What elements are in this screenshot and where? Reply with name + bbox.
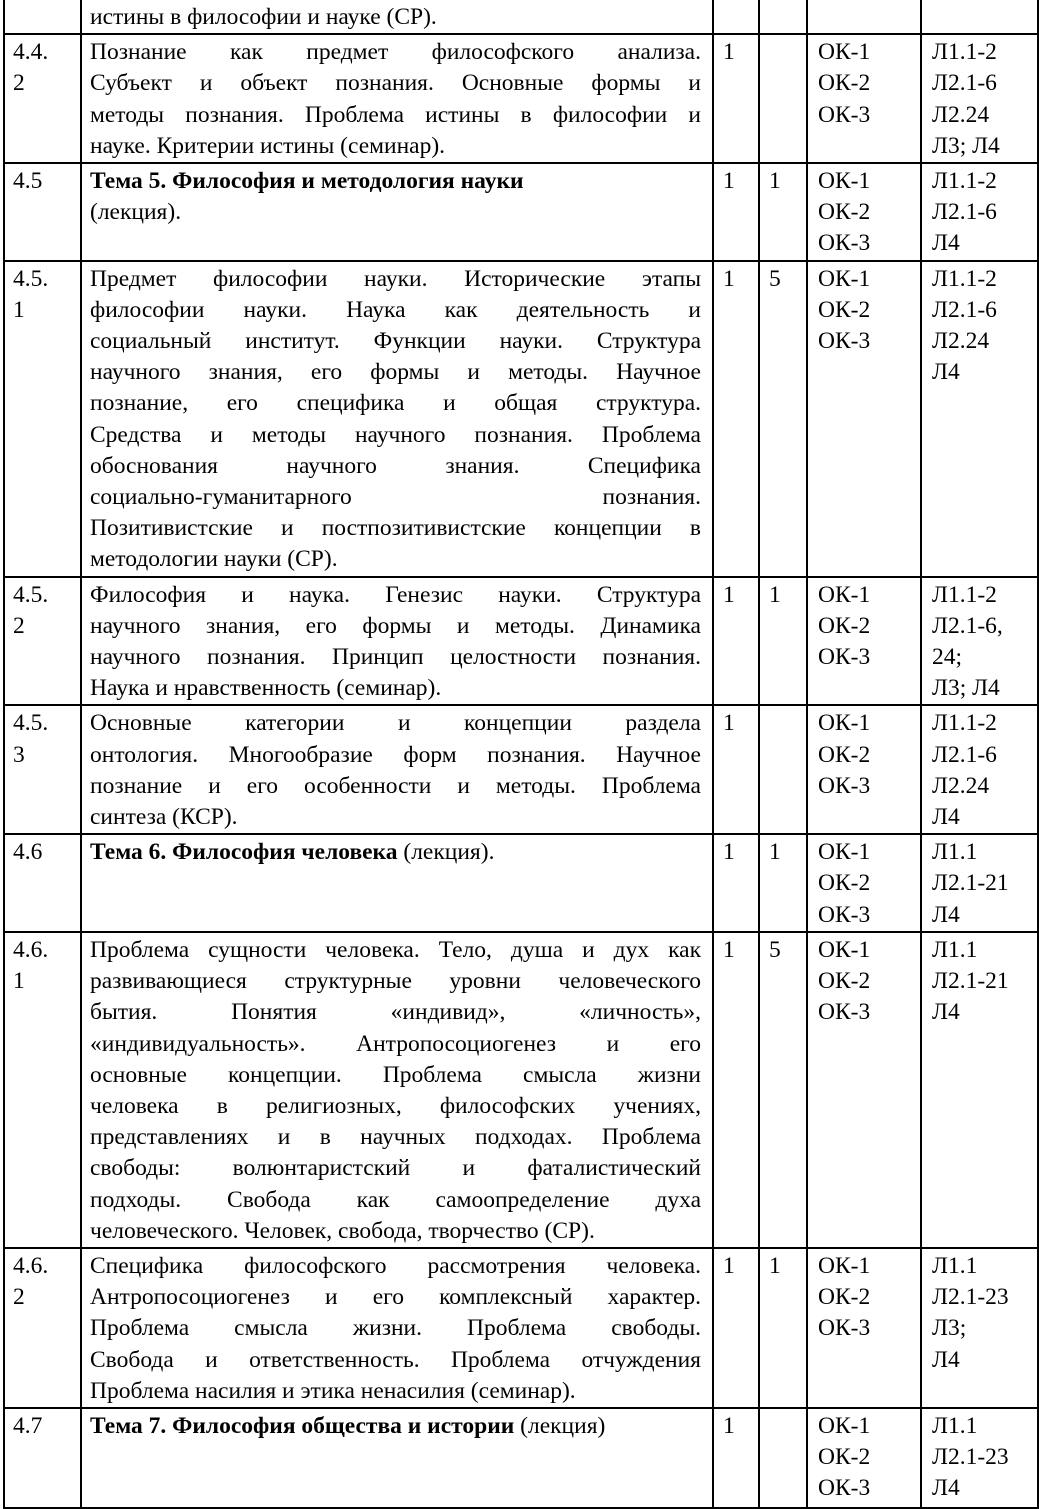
topic-text-line: социально-гуманитарного познания. [90, 484, 701, 511]
literature-ref: Л4 [932, 1475, 960, 1502]
literature-ref: Л2.24 [932, 772, 990, 799]
hours-cell: 1 [759, 577, 807, 706]
table-row [4, 834, 1038, 932]
section-number: 4.5. [13, 265, 49, 292]
topic-title-line [90, 1411, 701, 1442]
topic-text-line: Философия и наука. Генезис науки. Структура [90, 581, 701, 608]
competency-code: ОК-1 [818, 710, 871, 737]
competencies-cell [807, 0, 921, 34]
section-number-cell [4, 261, 81, 577]
section-number: 4.5. [13, 581, 49, 608]
literature-cell [921, 932, 1038, 1248]
literature-ref: 24; [932, 644, 963, 671]
hours-cell: 5 [759, 932, 807, 1248]
topic-cell [81, 577, 713, 706]
section-number: 1 [13, 296, 25, 323]
competencies-cell [807, 834, 921, 932]
topic-text-line: онтология. Многообразие форм познания. Научное [90, 741, 701, 768]
table-row [4, 34, 1038, 163]
literature-ref: Л1.1-2 [932, 581, 997, 608]
hours-cell [759, 34, 807, 163]
topic-text-line: социальный институт. Функции науки. Структура [90, 328, 701, 355]
literature-ref: Л4 [932, 1346, 960, 1373]
competencies-cell [807, 163, 921, 261]
topic-title: Тема 6. Философия человека [90, 839, 398, 866]
competencies-cell [807, 932, 921, 1248]
section-number: 2 [13, 1284, 25, 1311]
literature-ref: Л1.1-2 [932, 710, 997, 737]
curriculum-table [3, 0, 1039, 1509]
topic-text-line: Наука и нравственность (семинар). [90, 675, 442, 702]
literature-ref: Л2.1-23 [932, 1284, 1009, 1311]
semester-cell: 1 [713, 834, 759, 932]
literature-cell [921, 261, 1038, 577]
topic-text-line: Свобода и ответственность. Проблема отчуждения [90, 1346, 701, 1373]
competency-code: ОК-1 [818, 1252, 871, 1279]
section-number-cell [4, 1408, 81, 1508]
competency-code: ОК-3 [818, 1475, 871, 1502]
competency-code: ОК-2 [818, 70, 871, 97]
literature-ref: Л2.1-6 [932, 741, 997, 768]
literature-ref: Л2.1-21 [932, 870, 1009, 897]
literature-cell [921, 163, 1038, 261]
competency-code: ОК-1 [818, 581, 871, 608]
competency-code: ОК-3 [818, 101, 871, 128]
semester-cell: 1 [713, 1408, 759, 1508]
literature-ref: Л1.1 [932, 839, 978, 866]
competency-code: ОК-3 [818, 772, 871, 799]
topic-text-line: (лекция). [90, 199, 182, 226]
competency-code: ОК-2 [818, 870, 871, 897]
literature-cell [921, 705, 1038, 834]
competency-code: ОК-2 [818, 741, 871, 768]
competency-code: ОК-1 [818, 936, 871, 963]
topic-text-line: бытия. Понятия «индивид», «личность», [90, 999, 701, 1026]
topic-cell [81, 163, 713, 261]
topic-text-line: Субъект и объект познания. Основные формы и [90, 70, 701, 97]
literature-ref: Л1.1-2 [932, 265, 997, 292]
hours-cell [759, 0, 807, 34]
semester-cell: 1 [713, 705, 759, 834]
competency-code: ОК-1 [818, 839, 871, 866]
section-number-cell [4, 705, 81, 834]
topic-text-line: Специфика философского рассмотрения человека. [90, 1252, 701, 1279]
semester-cell: 1 [713, 163, 759, 261]
topic-text-line: Средства и методы научного познания. Проблема [90, 421, 701, 448]
topic-text-line: свободы: волюнтаристский и фаталистический [90, 1155, 701, 1182]
literature-ref: Л2.1-21 [932, 968, 1009, 995]
competencies-cell [807, 261, 921, 577]
topic-cell [81, 932, 713, 1248]
topic-text-line: научного познания. Принцип целостности познания. [90, 644, 701, 671]
topic-cell [81, 34, 713, 163]
section-number-cell [4, 834, 81, 932]
competency-code: ОК-3 [818, 644, 871, 671]
semester-cell: 1 [713, 577, 759, 706]
semester-cell: 1 [713, 932, 759, 1248]
topic-text-line: научного знания, его формы и методы. Научное [90, 359, 701, 386]
topic-text-line: основные концепции. Проблема смысла жизни [90, 1061, 701, 1088]
competencies-cell [807, 1408, 921, 1508]
literature-ref: Л2.1-6 [932, 199, 997, 226]
topic-text-line: Проблема сущности человека. Тело, душа и дух как [90, 936, 701, 963]
literature-cell [921, 577, 1038, 706]
topic-text-line: Антропосоциогенез и его комплексный характер. [90, 1284, 701, 1311]
table-row [4, 705, 1038, 834]
section-number: 2 [13, 70, 25, 97]
competency-code: ОК-3 [818, 1315, 871, 1342]
section-number-cell [4, 163, 81, 261]
section-number: 4.6. [13, 1252, 49, 1279]
competency-code: ОК-1 [818, 265, 871, 292]
literature-cell [921, 834, 1038, 932]
literature-ref: Л2.1-6, [932, 612, 1003, 639]
topic-text-line: синтеза (КСР). [90, 804, 238, 831]
competency-code: ОК-2 [818, 612, 871, 639]
topic-text-line: Предмет философии науки. Исторические этапы [90, 265, 701, 292]
topic-type: (лекция). [397, 839, 495, 866]
competencies-cell [807, 705, 921, 834]
table-row [4, 932, 1038, 1248]
topic-text-line: представлениях и в научных подходах. Проблема [90, 1124, 701, 1151]
topic-cell [81, 0, 713, 34]
hours-cell: 1 [759, 163, 807, 261]
semester-cell [713, 0, 759, 34]
competency-code: ОК-2 [818, 1284, 871, 1311]
topic-text-line: философии науки. Наука как деятельность и [90, 296, 701, 323]
literature-cell [921, 1248, 1038, 1408]
topic-text-line: истины в философии и науке (СР). [90, 4, 437, 30]
literature-ref: Л1.1 [932, 1412, 978, 1439]
topic-cell [81, 1408, 713, 1508]
hours-cell [759, 705, 807, 834]
literature-ref: Л2.24 [932, 101, 990, 128]
competency-code: ОК-1 [818, 1412, 871, 1439]
topic-cell [81, 834, 713, 932]
table-row [4, 0, 1038, 34]
section-number: 1 [13, 968, 25, 995]
table-row [4, 261, 1038, 577]
literature-ref: Л4 [932, 230, 960, 257]
literature-ref: Л1.1 [932, 1252, 978, 1279]
section-number-cell [4, 34, 81, 163]
section-number: 4.7 [13, 1412, 43, 1439]
semester-cell: 1 [713, 261, 759, 577]
topic-cell [81, 705, 713, 834]
literature-ref: Л2.1-23 [932, 1444, 1009, 1471]
competency-code: ОК-2 [818, 199, 871, 226]
section-number: 4.5. [13, 710, 49, 737]
section-number: 3 [13, 741, 25, 768]
literature-ref: Л2.1-6 [932, 296, 997, 323]
topic-text-line: Проблема смысла жизни. Проблема свободы. [90, 1315, 701, 1342]
section-number: 4.4. [13, 39, 49, 66]
competencies-cell [807, 577, 921, 706]
literature-ref: Л4 [932, 901, 960, 928]
hours-cell: 1 [759, 1248, 807, 1408]
topic-text-line: человека в религиозных, философских учениях, [90, 1092, 701, 1119]
literature-ref: Л3; [932, 1315, 967, 1342]
topic-text-line: обоснования научного знания. Специфика [90, 452, 701, 479]
topic-text-line: Основные категории и концепции раздела [90, 710, 701, 737]
competency-code: ОК-3 [818, 999, 871, 1026]
topic-text-line: познание, его специфика и общая структура. [90, 390, 701, 417]
competency-code: ОК-1 [818, 168, 871, 195]
literature-ref: Л1.1 [932, 936, 978, 963]
section-number: 2 [13, 612, 25, 639]
topic-text-line: «индивидуальность». Антропосоциогенез и его [90, 1030, 701, 1057]
semester-cell: 1 [713, 34, 759, 163]
competency-code: ОК-2 [818, 968, 871, 995]
topic-text-line: методы познания. Проблема истины в философии и [90, 101, 701, 128]
table-row [4, 1248, 1038, 1408]
literature-cell [921, 0, 1038, 34]
section-number-cell [4, 577, 81, 706]
topic-title: Тема 7. Философия общества и истории [90, 1412, 515, 1439]
table-row [4, 577, 1038, 706]
competency-code: ОК-1 [818, 39, 871, 66]
topic-text-line: науке. Критерии истины (семинар). [90, 132, 446, 159]
section-number: 4.6. [13, 936, 49, 963]
literature-ref: Л2.1-6 [932, 70, 997, 97]
competency-code: ОК-3 [818, 328, 871, 355]
semester-cell: 1 [713, 1248, 759, 1408]
competencies-cell [807, 34, 921, 163]
section-number: 4.6 [13, 839, 43, 866]
literature-ref: Л4 [932, 804, 960, 831]
topic-text-line: развивающиеся структурные уровни человеческого [90, 968, 701, 995]
topic-text-line: научного знания, его формы и методы. Динамика [90, 612, 701, 639]
competencies-cell [807, 1248, 921, 1408]
table-row [4, 163, 1038, 261]
topic-title: Тема 5. Философия и методология науки [90, 168, 524, 195]
hours-cell: 1 [759, 834, 807, 932]
competency-code: ОК-2 [818, 1444, 871, 1471]
literature-cell [921, 34, 1038, 163]
literature-ref: Л3; Л4 [932, 132, 1000, 159]
section-number-cell [4, 0, 81, 34]
competency-code: ОК-3 [818, 230, 871, 257]
section-number-cell [4, 1248, 81, 1408]
topic-cell [81, 261, 713, 577]
topic-text-line: методологии науки (СР). [90, 546, 338, 573]
topic-cell [81, 1248, 713, 1408]
topic-title-line [90, 166, 701, 197]
literature-ref: Л4 [932, 999, 960, 1026]
hours-cell: 5 [759, 261, 807, 577]
topic-text-line: Проблема насилия и этика ненасилия (семинар). [90, 1377, 576, 1404]
topic-text-line: Позитивистские и постпозитивистские концепции в [90, 515, 701, 542]
hours-cell [759, 1408, 807, 1508]
table-row [4, 1408, 1038, 1508]
topic-text-line: подходы. Свобода как самоопределение духа [90, 1186, 701, 1213]
literature-ref: Л2.24 [932, 328, 990, 355]
literature-ref: Л1.1-2 [932, 39, 997, 66]
competency-code: ОК-2 [818, 296, 871, 323]
literature-ref: Л4 [932, 359, 960, 386]
literature-ref: Л3; Л4 [932, 675, 1000, 702]
topic-text-line: Познание как предмет философского анализа. [90, 39, 701, 66]
section-number-cell [4, 932, 81, 1248]
literature-ref: Л1.1-2 [932, 168, 997, 195]
topic-title-line [90, 837, 701, 868]
topic-type: (лекция) [514, 1412, 606, 1439]
literature-cell [921, 1408, 1038, 1508]
section-number: 4.5 [13, 168, 43, 195]
competency-code: ОК-3 [818, 901, 871, 928]
topic-text-line: человеческого. Человек, свобода, творчество (СР). [90, 1217, 595, 1244]
topic-text-line: познание и его особенности и методы. Проблема [90, 772, 701, 799]
